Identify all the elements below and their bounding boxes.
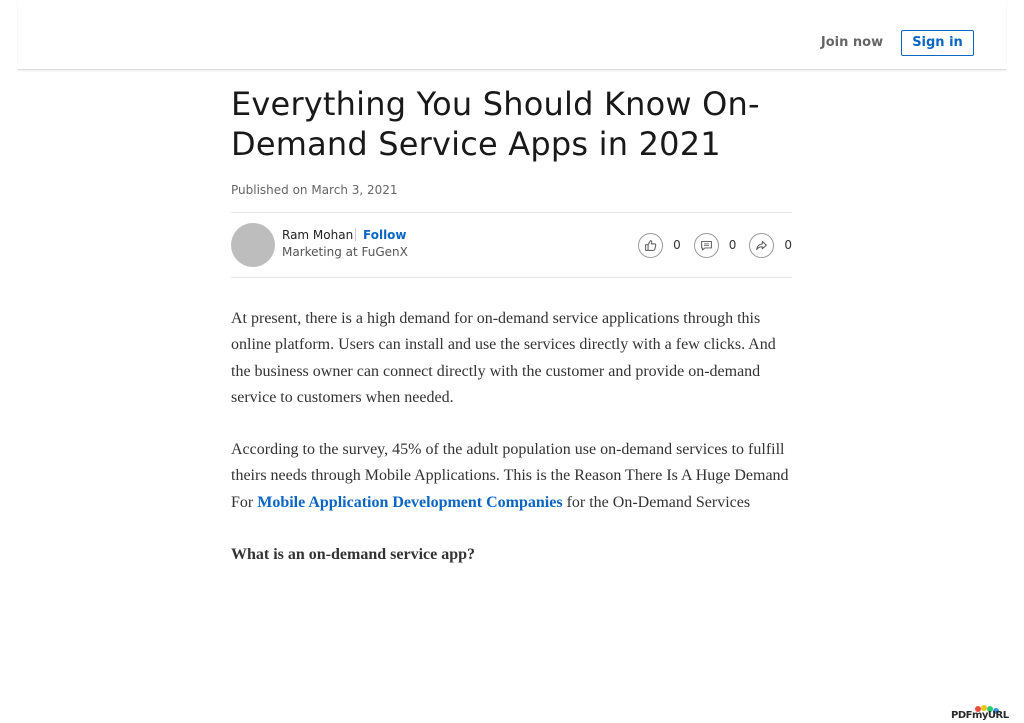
like-button[interactable] <box>638 233 681 258</box>
comment-count: 0 <box>728 238 737 252</box>
join-now-link[interactable]: Join now <box>820 35 884 50</box>
top-header <box>18 0 1006 70</box>
social-actions <box>625 231 792 259</box>
pdfmyurl-logo <box>951 705 1007 723</box>
share-button[interactable] <box>749 233 792 258</box>
author-bar <box>231 212 792 278</box>
sign-in-button[interactable]: Sign in <box>901 30 974 56</box>
paragraph: At present, there is a high demand for on-demand service applications through this online platform. Users can install and use the services directly with a few clicks. And the business owner can connect directly with the customer and provide on-demand service to customers when needed. <box>231 310 776 406</box>
author-name[interactable]: Ram Mohan <box>282 228 354 242</box>
comment-icon <box>694 233 719 258</box>
avatar[interactable] <box>231 223 275 267</box>
logo-text: PDFmyURL <box>951 710 1009 721</box>
author-headline: Marketing at FuGenX <box>282 245 408 259</box>
follow-button[interactable]: Follow <box>363 228 407 242</box>
share-count: 0 <box>784 238 792 252</box>
thumbs-up-icon <box>638 233 663 258</box>
article <box>231 84 792 594</box>
like-count: 0 <box>673 238 681 252</box>
article-body <box>231 306 792 568</box>
published-date: Published on March 3, 2021 <box>231 183 398 197</box>
paragraph-text: for the On-Demand Services <box>562 493 751 511</box>
paragraph <box>231 437 792 516</box>
section-heading: What is an on-demand service app? <box>231 546 476 564</box>
paragraph-text: According to the survey, 45% of the adult population use on-demand services to fulfill theirs needs through Mobile Applications. This is the Reason There Is A Huge Demand For <box>231 441 789 511</box>
share-icon <box>749 233 774 258</box>
comment-button[interactable] <box>694 233 737 258</box>
divider <box>355 228 356 241</box>
mobile-app-companies-link[interactable]: Mobile Application Development Companies <box>257 493 563 511</box>
article-title: Everything You Should Know On-Demand Service Apps in 2021 <box>231 85 760 163</box>
